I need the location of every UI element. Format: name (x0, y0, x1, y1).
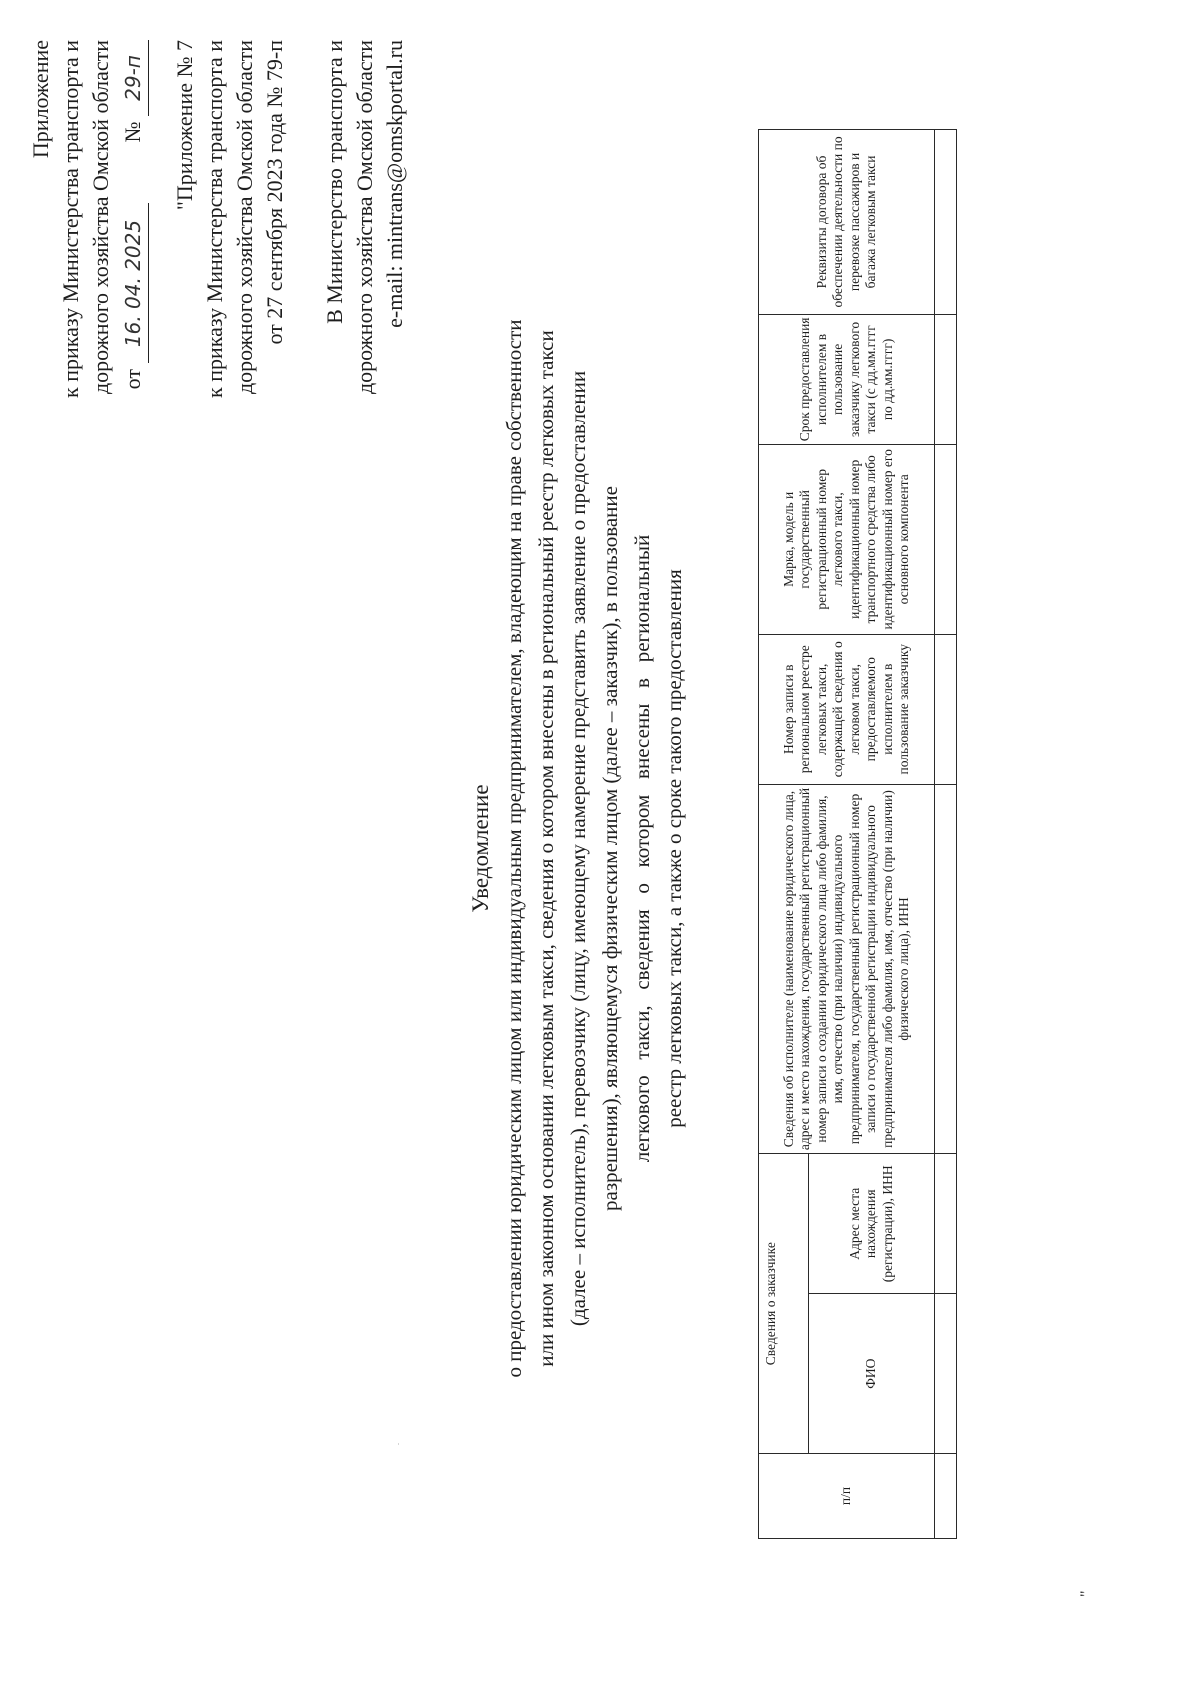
addressee-email: e-mail: mintrans@omskportal.ru (382, 40, 407, 328)
appendix-title: Приложение (28, 40, 53, 159)
header-executor: Сведения об исполнителе (наименование юридического лица, адрес и место нахождения, государственный регистрационный номер записи о создании юридического лица либо фамилия, имя, отчество (при наличии) индивидуального предпринимателя, государственный регистрационный номер записи о государственной регистрации индивидуального предпринимателя либо фамилия, имя, отчество (при наличии) физического лица), ИНН (759, 784, 935, 1154)
header-customer-group: Сведения о заказчике (759, 1154, 809, 1454)
header-term: Срок предоставления исполнителем в пользование заказчику легкового такси (с дд.мм.гггг по дд.мм.гггг) (759, 314, 935, 444)
table-header-row (759, 130, 809, 1539)
document-title: Уведомление (468, 784, 493, 913)
subtitle-line: разрешения), являющемуся физическим лицом (далее – заказчик), в пользование (598, 486, 622, 1211)
subtitle-line: (далее – исполнитель), перевозчику (лицу, имеющему намерение представить заявление о предоставлении (566, 370, 590, 1327)
table-row (935, 130, 957, 1539)
addressee-line-2: дорожного хозяйства Омской области (352, 40, 377, 395)
subtitle-line: реестр легковых такси, а также о сроке такого предоставления (662, 569, 686, 1128)
number-prefix: № (120, 121, 145, 143)
header-contract: Реквизиты договора об обеспечении деятельности по перевозке пассажиров и багажа легковым такси (759, 130, 935, 315)
header-fio: ФИО (809, 1294, 935, 1454)
table-cell (935, 1154, 957, 1294)
prev-appendix-ministry-line: дорожного хозяйства Омской области (232, 40, 257, 395)
table-cell (935, 314, 957, 444)
notification-table (758, 129, 957, 1539)
table-cell (935, 1454, 957, 1539)
table-cell (935, 634, 957, 784)
subtitle-line: или ином законном основании легковым такси, сведения о котором внесены в региональный реестр легковых такси (534, 330, 558, 1367)
header-vehicle: Марка, модель и государственный регистрационный номер легкового такси, идентификационный номер транспортного средства либо идентификационный номер его основного компонента (759, 444, 935, 634)
table-cell (935, 784, 957, 1154)
appendix-order-line: к приказу Министерства транспорта и (58, 40, 83, 398)
handwritten-date: 16. 04. 2025 (118, 204, 149, 364)
prev-appendix-order-line: к приказу Министерства транспорта и (202, 40, 227, 398)
addressee-block (320, 40, 410, 394)
header-pp: п/п (759, 1454, 935, 1539)
subtitle-line: о предоставлении юридическим лицом или индивидуальным предпринимателем, владеющим на праве собственности (502, 319, 526, 1378)
header-registry-number: Номер записи в региональном реестре легковых такси, содержащей сведения о легковом такси, предоставляемого исполнителем в пользование заказчику (759, 634, 935, 784)
previous-appendix-header (170, 40, 290, 398)
table-cell (935, 1294, 957, 1454)
appendix-date-number-line (118, 40, 149, 398)
closing-quote: " (1078, 1590, 1095, 1597)
header-address: Адрес места нахождения (регистрации), ИНН (809, 1154, 935, 1294)
table-cell (935, 444, 957, 634)
appendix-ministry-line: дорожного хозяйства Омской области (88, 40, 113, 395)
scan-speck: . (392, 1443, 401, 1445)
date-prefix: от (120, 369, 145, 390)
document-subtitle (498, 60, 690, 1637)
subtitle-line: легкового такси, сведения о котором внесены в региональный (630, 534, 654, 1163)
prev-appendix-date-line: от 27 сентября 2023 года № 79-п (262, 40, 287, 345)
handwritten-number: 29-п (118, 40, 149, 116)
addressee-line-1: В Министерство транспорта и (322, 40, 347, 324)
table-cell (935, 130, 957, 315)
prev-appendix-title: "Приложение № 7 (172, 40, 197, 211)
appendix-header (26, 40, 149, 398)
